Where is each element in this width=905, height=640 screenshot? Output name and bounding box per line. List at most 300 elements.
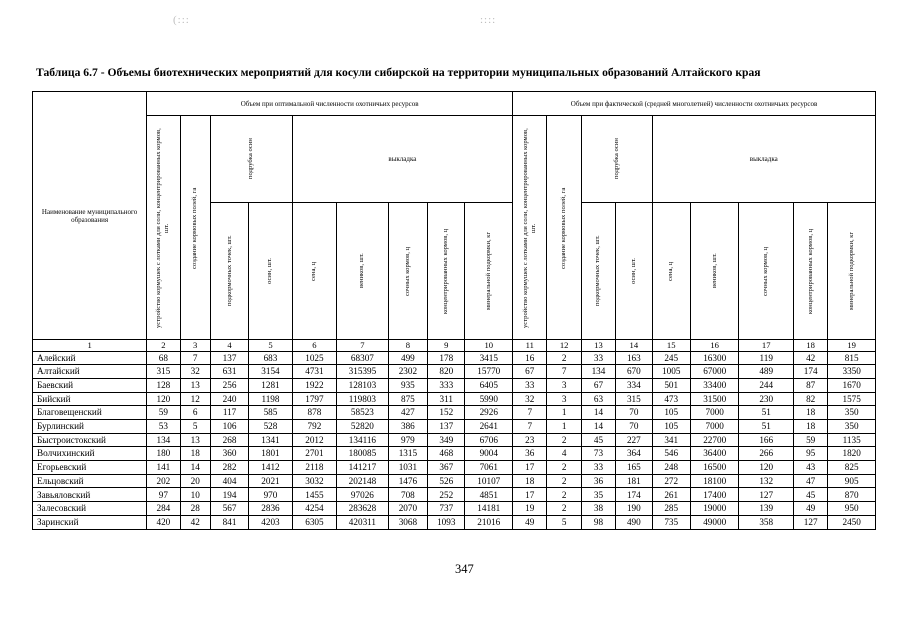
table-cell: 68 bbox=[147, 351, 180, 365]
municipality-name: Егорьевский bbox=[33, 461, 147, 475]
table-cell: 51 bbox=[739, 406, 794, 420]
table-cell: 128103 bbox=[337, 378, 389, 392]
table-cell: 97 bbox=[147, 488, 180, 502]
table-cell: 244 bbox=[739, 378, 794, 392]
header-feeders-opt: устройство кормушек с лотками для соли, концентрированных кормов, шт. bbox=[155, 127, 171, 328]
table-cell: 5 bbox=[547, 515, 581, 529]
table-cell: 190 bbox=[616, 502, 652, 516]
table-cell: 32 bbox=[180, 365, 210, 379]
table-cell: 1670 bbox=[828, 378, 876, 392]
table-cell: 6706 bbox=[465, 433, 513, 447]
table-cell: 63 bbox=[581, 392, 615, 406]
table-cell: 256 bbox=[210, 378, 248, 392]
table-cell: 350 bbox=[828, 420, 876, 434]
table-cell: 1281 bbox=[249, 378, 292, 392]
table-cell: 567 bbox=[210, 502, 248, 516]
table-cell: 16300 bbox=[690, 351, 739, 365]
table-cell: 3032 bbox=[292, 474, 336, 488]
table-cell: 528 bbox=[249, 420, 292, 434]
table-cell: 137 bbox=[428, 420, 465, 434]
table-cell: 141 bbox=[147, 461, 180, 475]
column-number: 2 bbox=[147, 340, 180, 352]
table-cell: 42 bbox=[793, 351, 827, 365]
column-number: 16 bbox=[690, 340, 739, 352]
header-succulent-opt: сочных кормов, ц bbox=[403, 246, 411, 296]
header-brooms-act: веников, шт. bbox=[710, 253, 718, 289]
table-cell: 3068 bbox=[388, 515, 427, 529]
table-cell: 14 bbox=[180, 461, 210, 475]
table-cell: 248 bbox=[652, 461, 690, 475]
table-cell: 49000 bbox=[690, 515, 739, 529]
page-number: 347 bbox=[455, 562, 474, 576]
table-cell: 420311 bbox=[337, 515, 389, 529]
table-cell: 17400 bbox=[690, 488, 739, 502]
table-cell: 1455 bbox=[292, 488, 336, 502]
table-cell: 14 bbox=[581, 406, 615, 420]
table-cell: 230 bbox=[739, 392, 794, 406]
table-cell: 7000 bbox=[690, 420, 739, 434]
municipality-name: Завьяловский bbox=[33, 488, 147, 502]
table-cell: 1025 bbox=[292, 351, 336, 365]
table-cell: 2926 bbox=[465, 406, 513, 420]
column-number: 5 bbox=[249, 340, 292, 352]
table-cell: 737 bbox=[428, 502, 465, 516]
table-cell: 1575 bbox=[828, 392, 876, 406]
table-cell: 67 bbox=[513, 365, 547, 379]
column-number: 17 bbox=[739, 340, 794, 352]
column-number: 19 bbox=[828, 340, 876, 352]
table-cell: 19 bbox=[513, 502, 547, 516]
table-cell: 2836 bbox=[249, 502, 292, 516]
table-cell: 98 bbox=[581, 515, 615, 529]
municipality-name: Бурлинский bbox=[33, 420, 147, 434]
table-cell: 792 bbox=[292, 420, 336, 434]
column-number: 12 bbox=[547, 340, 581, 352]
table-cell: 119803 bbox=[337, 392, 389, 406]
table-cell: 13 bbox=[180, 433, 210, 447]
table-row bbox=[33, 447, 876, 461]
table-cell: 6 bbox=[180, 406, 210, 420]
table-cell: 315 bbox=[616, 392, 652, 406]
table-cell: 165 bbox=[616, 461, 652, 475]
table-row bbox=[33, 461, 876, 475]
table-cell: 73 bbox=[581, 447, 615, 461]
table-cell: 334 bbox=[616, 378, 652, 392]
table-cell: 825 bbox=[828, 461, 876, 475]
table-cell: 10 bbox=[180, 488, 210, 502]
column-number: 10 bbox=[465, 340, 513, 352]
data-table bbox=[32, 91, 876, 530]
header-succulent-act: сочных кормов, ц bbox=[762, 246, 770, 296]
table-cell: 4 bbox=[547, 447, 581, 461]
table-cell: 68307 bbox=[337, 351, 389, 365]
table-cell: 51 bbox=[739, 420, 794, 434]
header-brooms-opt: веников, шт. bbox=[358, 253, 366, 289]
table-cell: 10107 bbox=[465, 474, 513, 488]
column-number: 7 bbox=[337, 340, 389, 352]
municipality-name: Бийский bbox=[33, 392, 147, 406]
table-cell: 6405 bbox=[465, 378, 513, 392]
table-cell: 841 bbox=[210, 515, 248, 529]
table-cell: 119 bbox=[739, 351, 794, 365]
table-cell: 7061 bbox=[465, 461, 513, 475]
table-cell: 70 bbox=[616, 406, 652, 420]
table-cell: 1801 bbox=[249, 447, 292, 461]
table-cell: 166 bbox=[739, 433, 794, 447]
table-cell: 367 bbox=[428, 461, 465, 475]
table-cell: 18 bbox=[793, 406, 827, 420]
table-cell: 2118 bbox=[292, 461, 336, 475]
table-cell: 333 bbox=[428, 378, 465, 392]
table-title: Таблица 6.7 - Объемы биотехнических мероприятий для косули сибирской на территории муниципальных образований Алтайского края bbox=[36, 66, 761, 79]
table-cell: 202 bbox=[147, 474, 180, 488]
table-cell: 21016 bbox=[465, 515, 513, 529]
table-cell: 128 bbox=[147, 378, 180, 392]
table-cell: 282 bbox=[210, 461, 248, 475]
table-row bbox=[33, 392, 876, 406]
table-cell: 5 bbox=[180, 420, 210, 434]
header-hay-act: сена, ц bbox=[667, 261, 675, 281]
table-cell: 7 bbox=[180, 351, 210, 365]
table-cell: 1820 bbox=[828, 447, 876, 461]
table-cell: 14181 bbox=[465, 502, 513, 516]
column-number: 1 bbox=[33, 340, 147, 352]
table-row bbox=[33, 406, 876, 420]
table-cell: 3154 bbox=[249, 365, 292, 379]
table-cell: 36400 bbox=[690, 447, 739, 461]
header-layout-act: выкладка bbox=[652, 116, 875, 203]
table-cell: 97026 bbox=[337, 488, 389, 502]
table-cell: 7 bbox=[547, 365, 581, 379]
column-number: 15 bbox=[652, 340, 690, 352]
table-cell: 935 bbox=[388, 378, 427, 392]
table-cell: 82 bbox=[793, 392, 827, 406]
table-cell: 18 bbox=[180, 447, 210, 461]
column-number: 14 bbox=[616, 340, 652, 352]
header-hay-opt: сена, ц bbox=[310, 261, 318, 281]
table-cell: 2 bbox=[547, 488, 581, 502]
table-row bbox=[33, 474, 876, 488]
scan-smudge-right: :::: bbox=[480, 14, 497, 26]
table-cell: 18100 bbox=[690, 474, 739, 488]
table-cell: 875 bbox=[388, 392, 427, 406]
table-cell: 87 bbox=[793, 378, 827, 392]
table-cell: 1 bbox=[547, 420, 581, 434]
table-cell: 152 bbox=[428, 406, 465, 420]
table-cell: 683 bbox=[249, 351, 292, 365]
table-row bbox=[33, 515, 876, 529]
table-cell: 47 bbox=[793, 474, 827, 488]
table-cell: 117 bbox=[210, 406, 248, 420]
table-cell: 2021 bbox=[249, 474, 292, 488]
table-cell: 970 bbox=[249, 488, 292, 502]
table-cell: 2070 bbox=[388, 502, 427, 516]
header-aspens-opt: осин, шт. bbox=[266, 258, 274, 284]
municipality-name: Волчихинский bbox=[33, 447, 147, 461]
table-cell: 139 bbox=[739, 502, 794, 516]
table-cell: 20 bbox=[180, 474, 210, 488]
table-cell: 2701 bbox=[292, 447, 336, 461]
table-cell: 360 bbox=[210, 447, 248, 461]
table-cell: 404 bbox=[210, 474, 248, 488]
table-cell: 1135 bbox=[828, 433, 876, 447]
table-cell: 2641 bbox=[465, 420, 513, 434]
municipality-name: Алейский bbox=[33, 351, 147, 365]
header-group-optimal: Объем при оптимальной численности охотничьих ресурсов bbox=[147, 92, 513, 116]
table-cell: 468 bbox=[428, 447, 465, 461]
table-cell: 28 bbox=[180, 502, 210, 516]
table-row bbox=[33, 433, 876, 447]
table-cell: 283628 bbox=[337, 502, 389, 516]
table-cell: 708 bbox=[388, 488, 427, 502]
header-feeders-act: устройство кормушек с лотками для соли, концентрированных кормов, шт. bbox=[521, 127, 537, 328]
table-cell: 245 bbox=[652, 351, 690, 365]
table-cell: 268 bbox=[210, 433, 248, 447]
table-cell: 2 bbox=[547, 461, 581, 475]
table-cell: 7 bbox=[513, 406, 547, 420]
table-cell: 23 bbox=[513, 433, 547, 447]
table-cell: 45 bbox=[793, 488, 827, 502]
table-cell: 2 bbox=[547, 351, 581, 365]
table-cell: 473 bbox=[652, 392, 690, 406]
table-cell: 2012 bbox=[292, 433, 336, 447]
header-concentrated-opt: концентрированных кормов, ц bbox=[442, 228, 450, 314]
table-cell: 58523 bbox=[337, 406, 389, 420]
table-row bbox=[33, 502, 876, 516]
header-municipality: Наименование муниципального образования bbox=[33, 92, 147, 340]
table-cell: 5990 bbox=[465, 392, 513, 406]
table-cell: 1341 bbox=[249, 433, 292, 447]
table-cell: 36 bbox=[513, 447, 547, 461]
table-cell: 134 bbox=[581, 365, 615, 379]
table-cell: 1797 bbox=[292, 392, 336, 406]
table-cell: 585 bbox=[249, 406, 292, 420]
header-mineral-act: минеральной подкормки, кг bbox=[847, 231, 855, 311]
table-cell: 35 bbox=[581, 488, 615, 502]
table-cell: 878 bbox=[292, 406, 336, 420]
table-cell: 45 bbox=[581, 433, 615, 447]
municipality-name: Залесовский bbox=[33, 502, 147, 516]
table-cell: 141217 bbox=[337, 461, 389, 475]
table-row bbox=[33, 420, 876, 434]
table-cell: 870 bbox=[828, 488, 876, 502]
table-cell: 33 bbox=[513, 378, 547, 392]
table-cell: 341 bbox=[652, 433, 690, 447]
table-cell: 427 bbox=[388, 406, 427, 420]
table-row bbox=[33, 378, 876, 392]
table-cell: 7 bbox=[513, 420, 547, 434]
table-cell: 4254 bbox=[292, 502, 336, 516]
table-cell: 4203 bbox=[249, 515, 292, 529]
table-cell: 180 bbox=[147, 447, 180, 461]
table-cell: 2302 bbox=[388, 365, 427, 379]
table-cell: 1922 bbox=[292, 378, 336, 392]
column-number: 8 bbox=[388, 340, 427, 352]
header-concentrated-act: концентрированных кормов, ц bbox=[806, 228, 814, 314]
table-cell: 32 bbox=[513, 392, 547, 406]
table-cell: 3 bbox=[547, 378, 581, 392]
table-cell: 134116 bbox=[337, 433, 389, 447]
column-number: 18 bbox=[793, 340, 827, 352]
table-cell: 19000 bbox=[690, 502, 739, 516]
table-cell: 13 bbox=[180, 378, 210, 392]
table-cell: 174 bbox=[616, 488, 652, 502]
header-points-opt: подкормочных точек, шт. bbox=[225, 235, 233, 307]
table-cell: 350 bbox=[828, 406, 876, 420]
table-cell: 67000 bbox=[690, 365, 739, 379]
table-cell: 2 bbox=[547, 433, 581, 447]
scan-smudge-left: (::: bbox=[173, 14, 190, 26]
table-cell: 202148 bbox=[337, 474, 389, 488]
table-cell: 33400 bbox=[690, 378, 739, 392]
table-cell: 33 bbox=[581, 461, 615, 475]
table-cell: 120 bbox=[739, 461, 794, 475]
table-cell: 1005 bbox=[652, 365, 690, 379]
table-cell: 1031 bbox=[388, 461, 427, 475]
table-cell: 815 bbox=[828, 351, 876, 365]
table-cell: 52820 bbox=[337, 420, 389, 434]
column-number: 11 bbox=[513, 340, 547, 352]
table-cell: 36 bbox=[581, 474, 615, 488]
table-cell: 14 bbox=[581, 420, 615, 434]
table-cell: 16500 bbox=[690, 461, 739, 475]
table-cell: 38 bbox=[581, 502, 615, 516]
table-cell: 1093 bbox=[428, 515, 465, 529]
table-cell: 127 bbox=[793, 515, 827, 529]
table-cell: 15770 bbox=[465, 365, 513, 379]
table-cell: 178 bbox=[428, 351, 465, 365]
table-cell: 266 bbox=[739, 447, 794, 461]
table-cell: 240 bbox=[210, 392, 248, 406]
table-cell: 2450 bbox=[828, 515, 876, 529]
table-cell: 95 bbox=[793, 447, 827, 461]
table-cell: 1315 bbox=[388, 447, 427, 461]
column-number: 3 bbox=[180, 340, 210, 352]
municipality-name: Ельцовский bbox=[33, 474, 147, 488]
table-cell: 315395 bbox=[337, 365, 389, 379]
table-cell: 163 bbox=[616, 351, 652, 365]
municipality-name: Баевский bbox=[33, 378, 147, 392]
table-cell: 6305 bbox=[292, 515, 336, 529]
header-layout-opt: выкладка bbox=[292, 116, 512, 203]
table-cell: 18 bbox=[793, 420, 827, 434]
header-mineral-opt: минеральной подкормки, кг bbox=[484, 231, 492, 311]
table-row bbox=[33, 488, 876, 502]
table-cell: 7000 bbox=[690, 406, 739, 420]
table-cell: 950 bbox=[828, 502, 876, 516]
table-cell: 49 bbox=[793, 502, 827, 516]
table-cell: 311 bbox=[428, 392, 465, 406]
table-cell: 33 bbox=[581, 351, 615, 365]
table-cell: 18 bbox=[513, 474, 547, 488]
table-cell: 181 bbox=[616, 474, 652, 488]
table-cell: 499 bbox=[388, 351, 427, 365]
table-cell: 106 bbox=[210, 420, 248, 434]
municipality-name: Алтайский bbox=[33, 365, 147, 379]
table-row bbox=[33, 365, 876, 379]
table-cell: 1412 bbox=[249, 461, 292, 475]
column-number-row bbox=[33, 340, 876, 352]
table-cell: 820 bbox=[428, 365, 465, 379]
table-cell: 180085 bbox=[337, 447, 389, 461]
table-cell: 1198 bbox=[249, 392, 292, 406]
table-cell: 31500 bbox=[690, 392, 739, 406]
table-cell: 285 bbox=[652, 502, 690, 516]
table-cell: 501 bbox=[652, 378, 690, 392]
header-fields-opt: создание кормовых полей, га bbox=[191, 186, 199, 269]
table-cell: 43 bbox=[793, 461, 827, 475]
table-cell: 22700 bbox=[690, 433, 739, 447]
table-cell: 349 bbox=[428, 433, 465, 447]
table-cell: 358 bbox=[739, 515, 794, 529]
table-cell: 105 bbox=[652, 420, 690, 434]
header-aspen-act: подрубка осин bbox=[612, 138, 620, 180]
table-row bbox=[33, 351, 876, 365]
header-fields-act: создание кормовых полей, га bbox=[560, 186, 568, 269]
table-cell: 12 bbox=[180, 392, 210, 406]
table-cell: 53 bbox=[147, 420, 180, 434]
table-cell: 17 bbox=[513, 488, 547, 502]
table-cell: 127 bbox=[739, 488, 794, 502]
table-cell: 315 bbox=[147, 365, 180, 379]
table-cell: 631 bbox=[210, 365, 248, 379]
table-cell: 59 bbox=[793, 433, 827, 447]
header-group-actual: Объем при фактической (средней многолетней) численности охотничьих ресурсов bbox=[513, 92, 876, 116]
table-cell: 49 bbox=[513, 515, 547, 529]
column-number: 9 bbox=[428, 340, 465, 352]
table-cell: 261 bbox=[652, 488, 690, 502]
table-cell: 2 bbox=[547, 474, 581, 488]
table-cell: 9004 bbox=[465, 447, 513, 461]
table-cell: 194 bbox=[210, 488, 248, 502]
table-cell: 120 bbox=[147, 392, 180, 406]
table-cell: 132 bbox=[739, 474, 794, 488]
table-cell: 386 bbox=[388, 420, 427, 434]
table-cell: 134 bbox=[147, 433, 180, 447]
table-cell: 420 bbox=[147, 515, 180, 529]
table-cell: 272 bbox=[652, 474, 690, 488]
table-cell: 16 bbox=[513, 351, 547, 365]
table-cell: 284 bbox=[147, 502, 180, 516]
municipality-name: Быстроистокский bbox=[33, 433, 147, 447]
table-cell: 489 bbox=[739, 365, 794, 379]
table-cell: 364 bbox=[616, 447, 652, 461]
table-cell: 17 bbox=[513, 461, 547, 475]
table-cell: 1476 bbox=[388, 474, 427, 488]
table-cell: 3415 bbox=[465, 351, 513, 365]
table-cell: 546 bbox=[652, 447, 690, 461]
table-cell: 3 bbox=[547, 392, 581, 406]
table-cell: 670 bbox=[616, 365, 652, 379]
table-cell: 137 bbox=[210, 351, 248, 365]
table-cell: 227 bbox=[616, 433, 652, 447]
table-cell: 4731 bbox=[292, 365, 336, 379]
table-cell: 735 bbox=[652, 515, 690, 529]
column-number: 4 bbox=[210, 340, 248, 352]
header-aspen-opt: подрубка осин bbox=[247, 138, 255, 180]
municipality-name: Заринский bbox=[33, 515, 147, 529]
table-cell: 174 bbox=[793, 365, 827, 379]
header-points-act: подкормочных точек, шт. bbox=[594, 235, 602, 307]
table-cell: 1 bbox=[547, 406, 581, 420]
table-cell: 42 bbox=[180, 515, 210, 529]
table-cell: 67 bbox=[581, 378, 615, 392]
table-cell: 905 bbox=[828, 474, 876, 488]
table-cell: 979 bbox=[388, 433, 427, 447]
municipality-name: Благовещенский bbox=[33, 406, 147, 420]
table-cell: 3350 bbox=[828, 365, 876, 379]
table-cell: 105 bbox=[652, 406, 690, 420]
